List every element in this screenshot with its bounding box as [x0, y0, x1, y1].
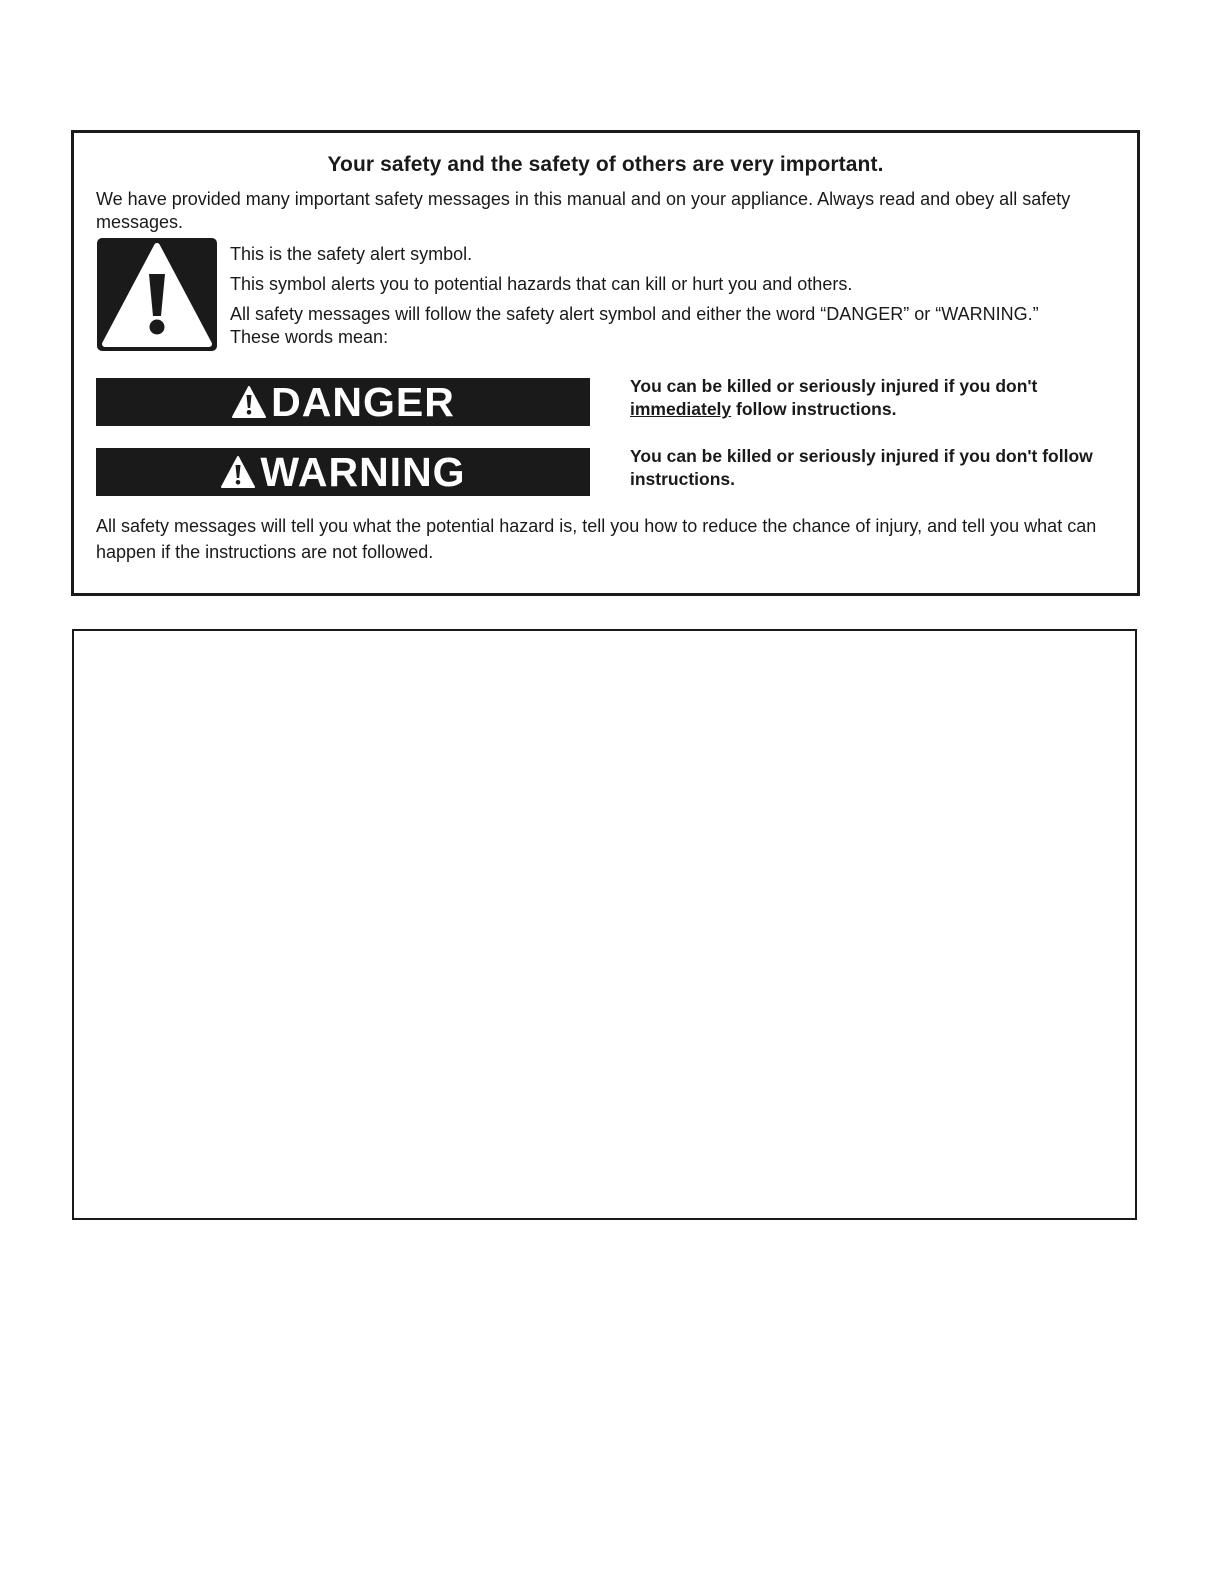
symbol-line-1: This is the safety alert symbol.	[230, 244, 473, 264]
empty-content-box	[72, 629, 1137, 1220]
safety-symbol-description	[230, 243, 1060, 356]
safety-closing-text: All safety messages will tell you what the potential hazard is, tell you how to reduce the chance of injury, and tell you what can happen if the instructions are not followed.	[96, 516, 1097, 562]
symbol-line-3: All safety messages will follow the safety alert symbol and either the word “DANGER” or “WARNING.” These words mean:	[230, 304, 1039, 347]
warning-banner	[96, 448, 590, 496]
warning-alert-icon	[220, 455, 256, 489]
danger-meaning	[630, 375, 1110, 421]
safety-message-box	[71, 130, 1140, 596]
danger-alert-icon	[231, 385, 267, 419]
danger-meaning-text: You can be killed or seriously injured if you don't	[630, 376, 1038, 396]
safety-alert-icon	[97, 238, 217, 351]
danger-meaning-underlined: immediately	[630, 399, 732, 419]
safety-intro-text: We have provided many important safety messages in this manual and on your appliance. Always read and obey all safety messages.	[96, 189, 1071, 232]
warning-label: WARNING	[260, 448, 466, 495]
danger-meaning-text-end: follow instructions.	[731, 399, 897, 419]
warning-meaning: You can be killed or seriously injured if you don't follow instructions.	[630, 446, 1093, 489]
safety-heading: Your safety and the safety of others are very important.	[327, 153, 884, 176]
danger-label: DANGER	[271, 378, 455, 425]
symbol-line-2: This symbol alerts you to potential hazards that can kill or hurt you and others.	[230, 274, 853, 294]
danger-banner	[96, 378, 590, 426]
